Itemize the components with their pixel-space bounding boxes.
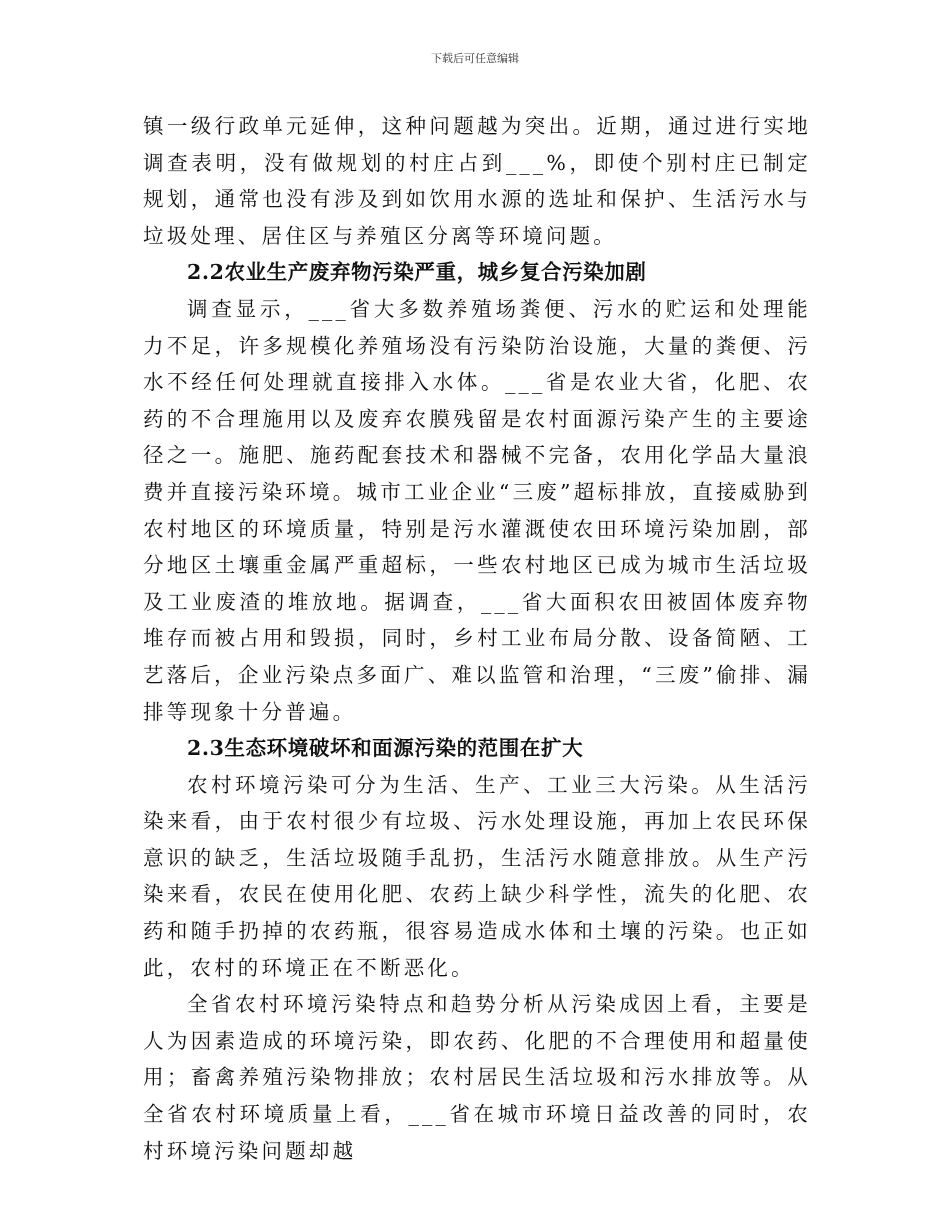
paragraph-agricultural-waste: 调查显示，___省大多数养殖场粪便、污水的贮运和处理能力不足，许多规模化养殖场没有污染防治设施，大量的粪便、污水不经任何处理就直接排入水体。___省是农业大省，化肥、农药的不合理施用以及废弃农膜残留是农村面源污染产生的主要途径之一。施肥、施药配套技术和器械不完备，农用化学品大量浪费并直接污染环境。城市工业企业“三废”超标排放，直接威胁到农村地区的环境质量，特别是污水灌溉使农田环境污染加剧，部分地区土壤重金属严重超标，一些农村地区已成为城市生活垃圾及工业废渣的堆放地。据调查，___省大面积农田被固体废弃物堆存而被占用和毁损，同时，乡村工业布局分散、设备简陋、工艺落后，企业污染点多面广、难以监管和治理，“三废”偷排、漏排等现象十分普遍。 [143,296,811,724]
section-heading-2-2: 2.2农业生产废弃物污染严重，城乡复合污染加剧 [187,260,647,285]
document-body [143,108,811,1169]
paragraph-continuation: 镇一级行政单元延伸，这种问题越为突出。近期，通过进行实地调查表明，没有做规划的村庄占到___%，即使个别村庄已制定规划，通常也没有涉及到如饮用水源的选址和保护、生活污水与垃圾处理、居住区与养殖区分离等环境问题。 [143,114,811,248]
page-header: 下载后可任意编辑 [431,52,519,65]
paragraph-pollution-types: 农村环境污染可分为生活、生产、工业三大污染。从生活污染来看，由于农村很少有垃圾、污水处理设施，再加上农民环保意识的缺乏，生活垃圾随手乱扔，生活污水随意排放。从生产污染来看，农民在使用化肥、农药上缺少科学性，流失的化肥、农药和随手扔掉的农药瓶，很容易造成水体和土壤的污染。也正如此，农村的环境正在不断恶化。 [143,772,811,980]
paragraph-province-trends: 全省农村环境污染特点和趋势分析从污染成因上看，主要是人为因素造成的环境污染，即农药、化肥的不合理使用和超量使用；畜禽养殖污染物排放；农村居民生活垃圾和污水排放等。从全省农村环境质量上看，___省在城市环境日益改善的同时，农村环境污染问题却越 [143,992,811,1163]
section-heading-2-3: 2.3生态环境破坏和面源污染的范围在扩大 [187,736,584,761]
